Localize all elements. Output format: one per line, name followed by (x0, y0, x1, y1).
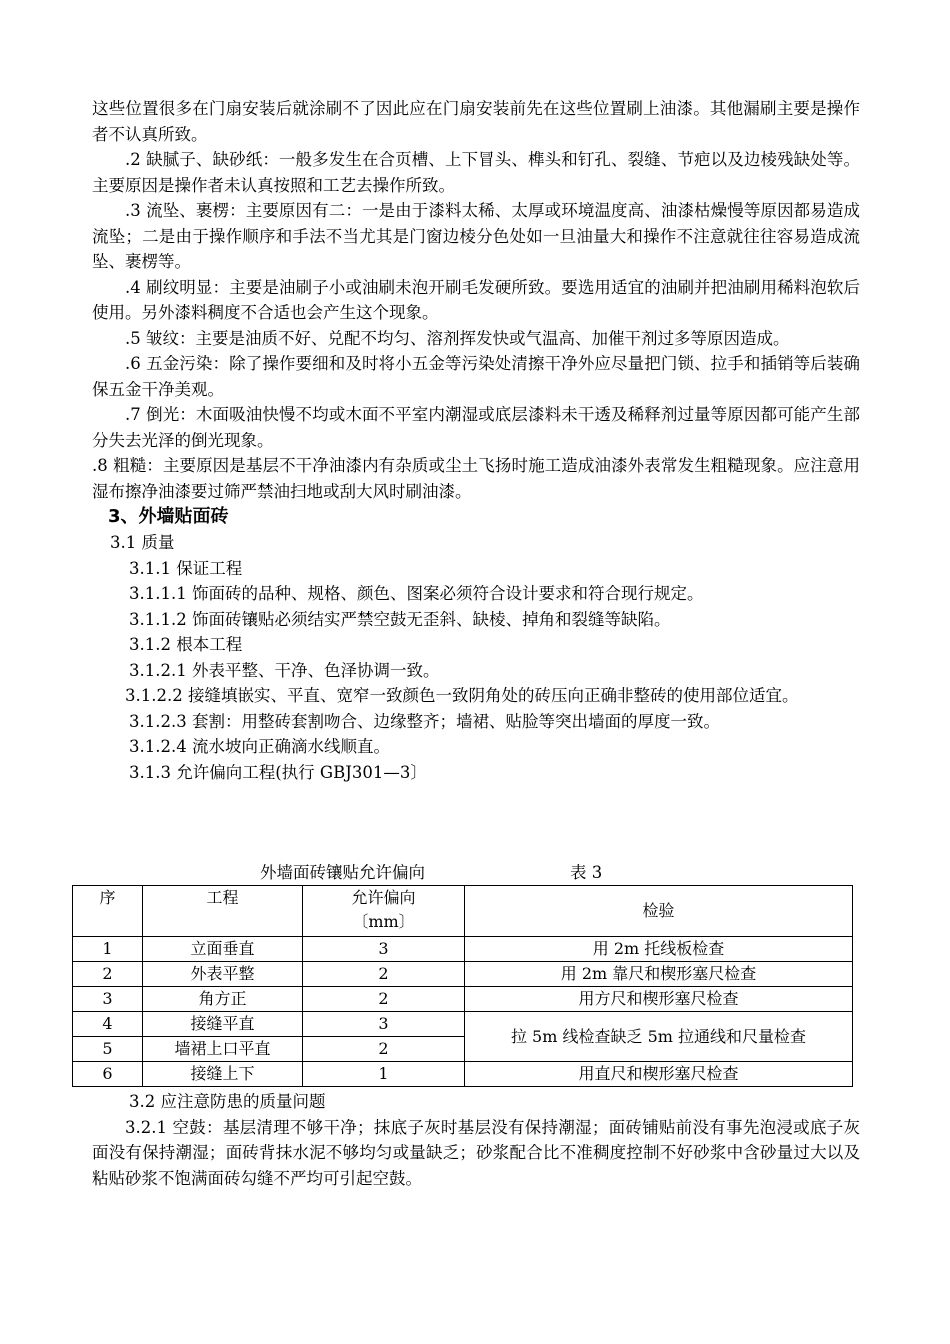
cell-item: 外表平整 (143, 962, 303, 987)
table-row (73, 937, 853, 962)
paragraph-brush-marks: .4 刷纹明显：主要是油刷子小或油刷未泡开刷毛发硬所致。要选用适宜的油刷并把油刷用稀料泡软后使用。另外漆料稠度不合适也会产生这个现象。 (92, 277, 860, 322)
item-guarantee: 3.1.1 保证工程 (129, 558, 243, 578)
header-tolerance (303, 886, 465, 937)
cell-method: 用直尺和楔形塞尺检查 (465, 1062, 853, 1087)
cell-item: 接缝上下 (143, 1062, 303, 1087)
item-cutting: 3.1.2.3 套割：用整砖套割吻合、边缘整齐；墙裙、贴脸等突出墙面的厚度一致。 (129, 711, 720, 731)
table-row (73, 987, 853, 1012)
paragraph-sagging: .3 流坠、裹楞：主要原因有二：一是由于漆料太稀、太厚或环境温度高、油漆枯燥慢等原因都易造成流坠；二是由于操作顺序和手法不当尤其是门窗边棱分色处如一旦油量大和操作不注意就往往容易造成流坠、裹楞等。 (92, 201, 860, 271)
cell-item: 墙裙上口平直 (143, 1037, 303, 1062)
subsection-quality: 3.1 质量 (110, 533, 175, 552)
cell-method-merged: 拉 5m 线检查缺乏 5m 拉通线和尺量检查 (465, 1012, 853, 1062)
cell-tolerance: 2 (303, 987, 465, 1012)
cell-method: 用 2m 靠尺和楔形塞尺检查 (465, 962, 853, 987)
cell-tolerance: 2 (303, 1037, 465, 1062)
header-tolerance-line2: 〔mm〕 (352, 912, 415, 931)
subsection-quality-issues: 3.2 应注意防患的质量问题 (129, 1092, 326, 1111)
paragraph-hollowing: 3.2.1 空鼓：基层清理不够干净；抹底子灰时基层没有保持潮湿；面砖铺贴前没有事先泡浸或底子灰面没有保持潮湿；面砖背抹水泥不够均匀或量缺乏；砂浆配合比不准稠度控制不好砂浆中含砂量过大以及粘贴砂浆不饱满面砖勾缝不严均可引起空鼓。 (92, 1117, 860, 1188)
cell-tolerance: 2 (303, 962, 465, 987)
item-tile-bonding: 3.1.1.2 饰面砖镶贴必须结实严禁空鼓无歪斜、缺棱、掉角和裂缝等缺陷。 (129, 609, 671, 629)
item-tile-spec: 3.1.1.1 饰面砖的品种、规格、颜色、图案必须符合设计要求和符合现行规定。 (129, 584, 704, 603)
item-joints: 3.1.2.2 接缝填嵌实、平直、宽窄一致颜色一致阴角处的砖压向正确非整砖的使用部位适宜。 (125, 686, 799, 705)
cell-seq: 5 (73, 1037, 143, 1062)
section-heading: 3、外墙贴面砖 (108, 506, 229, 527)
table-caption (92, 861, 860, 885)
table-number: 表 3 (570, 863, 603, 882)
item-tolerance: 3.1.3 允许偏向工程(执行 GBJ301—3〕 (129, 762, 427, 782)
cell-seq: 6 (73, 1062, 143, 1087)
table-title: 外墙面砖镶贴允许偏向 (260, 863, 425, 882)
header-item: 工程 (143, 886, 303, 937)
cell-item: 立面垂直 (143, 937, 303, 962)
paragraph-roughness: .8 粗糙：主要原因是基层不干净油漆内有杂质或尘土飞扬时施工造成油漆外表常发生粗糙现象。应注意用湿布擦净油漆要过筛严禁油扫地或刮大风时刷油漆。 (92, 456, 860, 501)
paragraph-gloss-loss: .7 倒光：木面吸油快慢不均或木面不平室内潮湿或底层漆料未干透及稀释剂过量等原因都可能产生部分失去光泽的倒光现象。 (92, 405, 860, 450)
paragraph-missed-brushing: 这些位置很多在门扇安装后就涂刷不了因此应在门扇安装前先在这些位置刷上油漆。其他漏刷主要是操作者不认真所致。 (92, 99, 860, 144)
item-basic: 3.1.2 根本工程 (129, 635, 243, 654)
cell-seq: 4 (73, 1012, 143, 1037)
cell-seq: 2 (73, 962, 143, 987)
document-page (92, 96, 860, 1191)
header-tolerance-line1: 允许偏向 (351, 888, 416, 907)
table-row (73, 1062, 853, 1087)
tolerance-table (72, 885, 853, 1087)
header-seq: 序 (73, 886, 143, 937)
paragraph-putty-sanding: .2 缺腻子、缺砂纸：一般多发生在合页槽、上下冒头、榫头和钉孔、裂缝、节疤以及边棱残缺处等。主要原因是操作者未认真按照和工艺去操作所致。 (92, 150, 860, 195)
cell-seq: 1 (73, 937, 143, 962)
item-drainage: 3.1.2.4 流水坡向正确滴水线顺直。 (129, 737, 390, 756)
paragraph-hardware-stains: .6 五金污染：除了操作要细和及时将小五金等污染处清擦干净外应尽量把门锁、拉手和插销等后装确保五金干净美观。 (92, 354, 860, 399)
table-row (73, 1012, 853, 1037)
table-header-row (73, 886, 853, 937)
paragraph-wrinkles: .5 皱纹：主要是油质不好、兑配不均匀、溶剂挥发快或气温高、加催干剂过多等原因造成。 (125, 328, 790, 348)
cell-seq: 3 (73, 987, 143, 1012)
header-method: 检验 (465, 886, 853, 937)
cell-method: 用方尺和楔形塞尺检查 (465, 987, 853, 1012)
item-surface: 3.1.2.1 外表平整、干净、色泽协调一致。 (129, 660, 440, 680)
cell-item: 角方正 (143, 987, 303, 1012)
cell-method: 用 2m 托线板检查 (465, 937, 853, 962)
cell-tolerance: 3 (303, 937, 465, 962)
cell-item: 接缝平直 (143, 1012, 303, 1037)
table-row (73, 962, 853, 987)
cell-tolerance: 1 (303, 1062, 465, 1087)
cell-tolerance: 3 (303, 1012, 465, 1037)
